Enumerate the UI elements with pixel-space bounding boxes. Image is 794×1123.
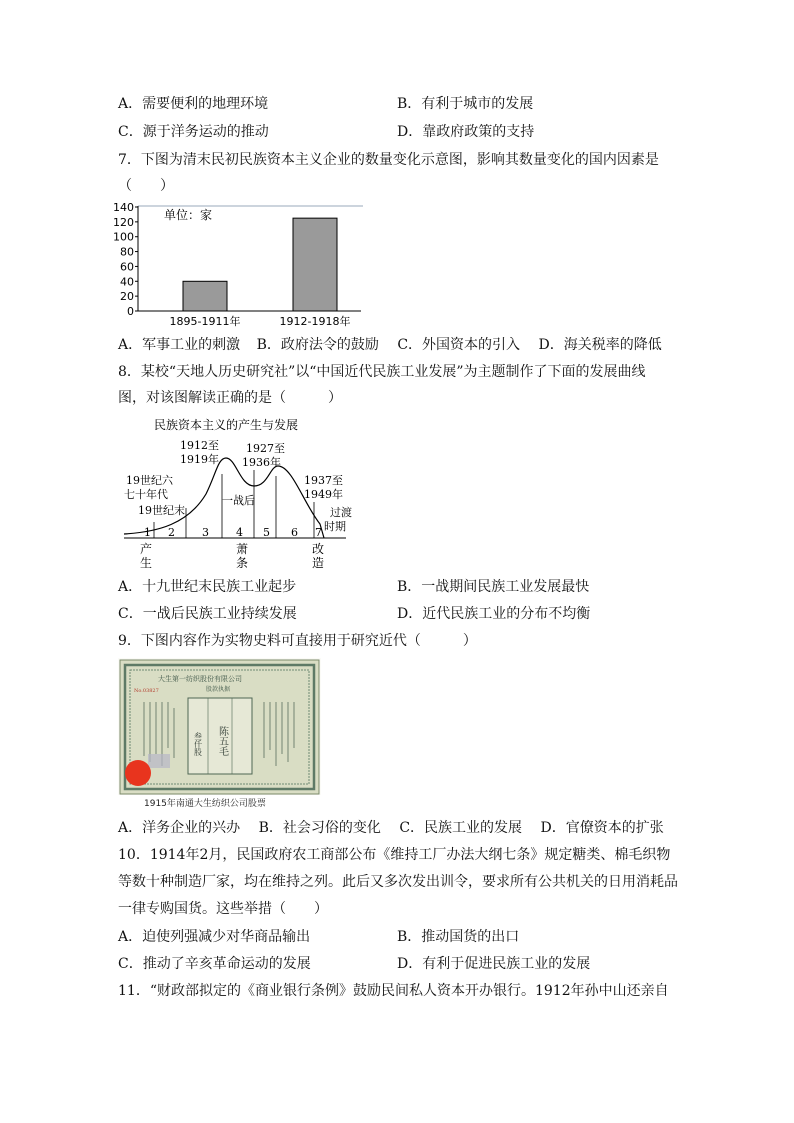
period-4: 4 [236, 526, 243, 539]
label-19c-end: 19世纪末 [138, 504, 185, 517]
q9-option-a: A．洋务企业的兴办 [118, 820, 241, 836]
q8-stem-line1: 8．某校“天地人历史研究社”以“中国近代民族工业发展”为主题制作了下面的发展曲线 [118, 364, 646, 380]
label-19c-a: 19世纪六 [126, 474, 173, 487]
chart-unit-label: 单位：家 [164, 208, 213, 222]
period-7: 7 [315, 526, 322, 539]
q6-option-b: B．有利于城市的发展 [397, 96, 534, 112]
label-chan: 产 [140, 542, 153, 556]
y-tick-label: 40 [120, 275, 134, 289]
period-6: 6 [291, 526, 298, 539]
q6-option-c: C．源于洋务运动的推动 [118, 124, 269, 140]
certificate-stamp-mark [148, 754, 170, 768]
label-postwar: 一战后 [222, 494, 255, 507]
label-sheng: 生 [140, 556, 153, 570]
q8-option-c: C．一战后民族工业持续发展 [118, 606, 297, 622]
q7-stem: 7．下图为清末民初民族资本主义企业的数量变化示意图，影响其数量变化的国内因素是 [118, 152, 659, 168]
certificate-caption: 1915年南通大生纺织公司股票 [144, 799, 266, 809]
y-tick-label: 80 [120, 245, 134, 259]
y-tick-label: 100 [113, 230, 134, 244]
stock-certificate-image [118, 658, 321, 811]
y-tick-label: 120 [113, 215, 134, 229]
q6-option-a: A．需要便利的地理环境 [118, 96, 269, 112]
q9-options [118, 818, 664, 838]
q8-option-b: B．一战期间民族工业发展最快 [397, 579, 590, 595]
q10-option-a: A．迫使列强减少对华商品输出 [118, 929, 311, 945]
curve-title: 民族资本主义的产生与发展 [154, 418, 299, 432]
x-category-label: 1895-1911年 [169, 315, 241, 328]
q8-option-d: D．近代民族工业的分布不均衡 [397, 606, 591, 622]
certificate-subheader: 股款执据 [206, 686, 231, 693]
red-seal-icon [125, 760, 151, 786]
certificate-holder-name: 陈五毛 [216, 726, 228, 756]
q9-option-c: C．民族工业的发展 [399, 820, 523, 836]
period-5: 5 [263, 526, 270, 539]
q7-bar-chart [113, 201, 368, 330]
label-transition-b: 时期 [324, 520, 346, 533]
label-transition-a: 过渡 [330, 506, 352, 519]
q7-option-a: A．军事工业的刺激 [118, 337, 241, 353]
q8-development-curve [118, 414, 358, 570]
bar-1 [183, 281, 227, 311]
label-xiao: 萧 [236, 542, 249, 556]
label-1912-b: 1919年 [180, 453, 219, 466]
certificate-header: 大生第一纺织股份有限公司 [158, 675, 242, 683]
label-gai: 改 [312, 542, 325, 556]
q7-option-c: C．外国资本的引入 [397, 337, 521, 353]
q10-line2: 等数十种制造厂家，均在维持之列。此后又多次发出训令，要求所有公共机关的日用消耗品 [118, 874, 678, 890]
q10-option-c: C．推动了辛亥革命运动的发展 [118, 956, 311, 972]
q9-stem: 9．下图内容作为实物史料可直接用于研究近代（ ） [118, 633, 477, 649]
label-1912-a: 1912至 [180, 439, 219, 452]
q8-option-a: A．十九世纪末民族工业起步 [118, 579, 297, 595]
q10-option-b: B．推动国货的出口 [397, 929, 520, 945]
label-zao: 造 [312, 556, 325, 570]
period-3: 3 [202, 526, 209, 539]
period-1: 1 [144, 526, 151, 539]
q7-option-d: D．海关税率的降低 [538, 337, 662, 353]
y-tick-label: 140 [113, 201, 134, 214]
q11-line1: 11．“财政部拟定的《商业银行条例》鼓励民间私人资本开办银行。1912年孙中山还亲自 [118, 983, 669, 999]
q7-options [118, 335, 662, 355]
label-19c-b: 七十年代 [124, 488, 168, 501]
label-1927-a: 1927至 [246, 442, 285, 455]
q10-line3: 一律专购国货。这些举措（ ） [118, 901, 328, 917]
q10-option-d: D．有利于促进民族工业的发展 [397, 956, 591, 972]
y-tick-label: 60 [120, 260, 134, 274]
label-1937-b: 1949年 [304, 488, 343, 501]
bar-2 [293, 218, 337, 311]
x-category-label: 1912-1918年 [279, 315, 351, 328]
q8-stem-line2: 图，对该图解读正确的是（ ） [118, 390, 342, 406]
y-tick-label: 0 [127, 305, 134, 318]
label-1937-a: 1937至 [304, 474, 343, 487]
period-2: 2 [168, 526, 175, 539]
q7-option-b: B．政府法令的鼓励 [256, 337, 379, 353]
q9-option-d: D．官僚资本的扩张 [540, 820, 664, 836]
q6-option-d: D．靠政府政策的支持 [397, 124, 535, 140]
q7-answer-paren: （ ） [118, 178, 174, 194]
q10-line1: 10．1914年2月，民国政府农工商部公布《维持工厂办法大纲七条》规定糖类、棉毛织物 [118, 847, 671, 863]
label-tiao: 条 [236, 556, 249, 570]
y-tick-label: 20 [120, 290, 134, 304]
certificate-number: No.03827 [134, 688, 159, 694]
certificate-amount: 叁仟股 [193, 732, 203, 756]
label-1927-b: 1936年 [242, 456, 281, 469]
q9-option-b: B．社会习俗的变化 [258, 820, 381, 836]
